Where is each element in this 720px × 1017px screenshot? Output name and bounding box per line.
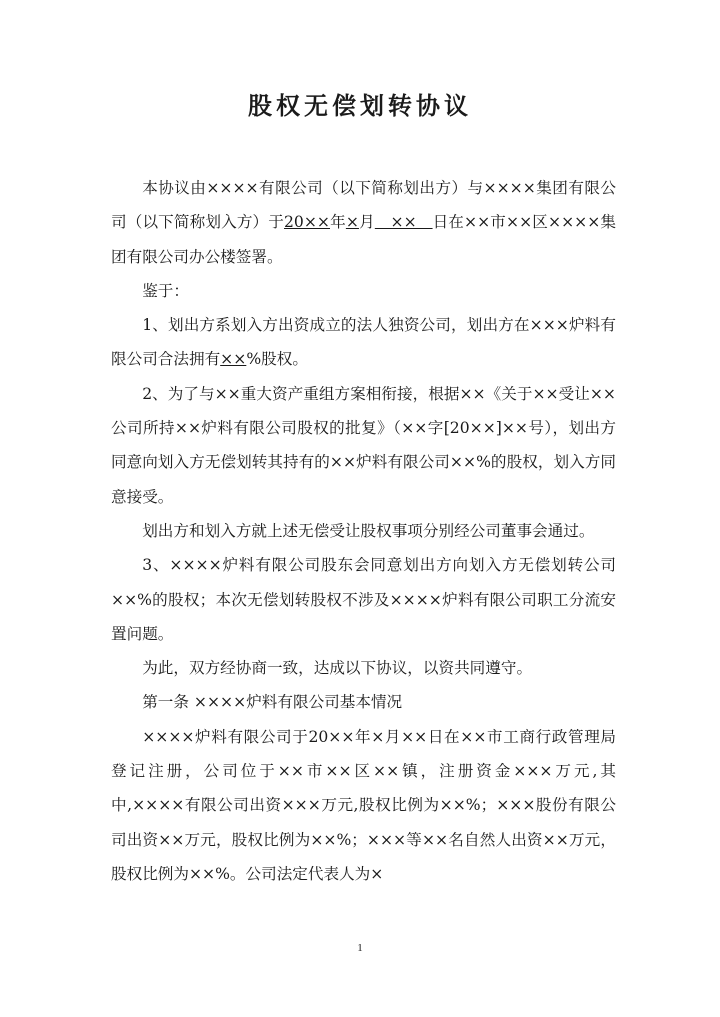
document-body <box>111 171 616 891</box>
intro-text-1: 本协议由××××有限公司（以下简称划出方）与××××集团有限公司（以下简称划入方）于 <box>111 179 616 232</box>
item-3: 3、××××炉料有限公司股东会同意划出方向划入方无偿划转公司××%的股权；本次无偿划转股权不涉及××××炉料有限公司职工分流安置问题。 <box>111 556 616 643</box>
intro-text-2: 日在××市××区××××集团有限公司办公楼签署。 <box>111 213 616 266</box>
article-1-body: ××××炉料有限公司于20××年×月××日在××市工商行政管理局登记注册，公司位于××市××区××镇，注册资金×××万元,其中,××××有限公司出资×××万元,股权比例为××%；×××股份有限公司出资××万元，股权比例为××%；×××等××名自然人出资××万元，股权比例为××%。公司法定代表人为× <box>111 727 616 883</box>
signing-year: 20×× <box>284 213 330 232</box>
board-approval: 划出方和划入方就上述无偿受让股权事项分别经公司董事会通过。 <box>142 521 595 540</box>
item-1-suffix: %股权。 <box>246 350 308 369</box>
article-1-title: 第一条 ××××炉料有限公司基本情况 <box>142 693 403 712</box>
year-label: 年 <box>330 213 346 232</box>
month-label: 月 <box>358 213 375 232</box>
document-title: 股权无偿划转协议 <box>248 91 472 120</box>
item-1-percentage: ×× <box>220 350 247 369</box>
page-number: 1 <box>357 942 363 954</box>
whereas-heading: 鉴于： <box>142 281 189 300</box>
item-1-text: 1、划出方系划入方出资成立的法人独资公司，划出方在×××炉料有限公司合法拥有 <box>111 316 616 369</box>
agreement-statement: 为此，双方经协商一致，达成以下协议，以资共同遵守。 <box>142 659 533 678</box>
item-1 <box>111 308 616 377</box>
item-2: 2、为了与××重大资产重组方案相衔接，根据××《关于××受让××公司所持××炉料有限公司股权的批复》（××字[20××]××号），划出方同意向划入方无偿划转其持有的××炉料有限公司××%的股权，划入方同意接受。 <box>111 384 616 506</box>
signing-month: × <box>345 213 359 232</box>
signing-day: ×× <box>374 213 433 232</box>
intro-paragraph <box>111 171 616 274</box>
